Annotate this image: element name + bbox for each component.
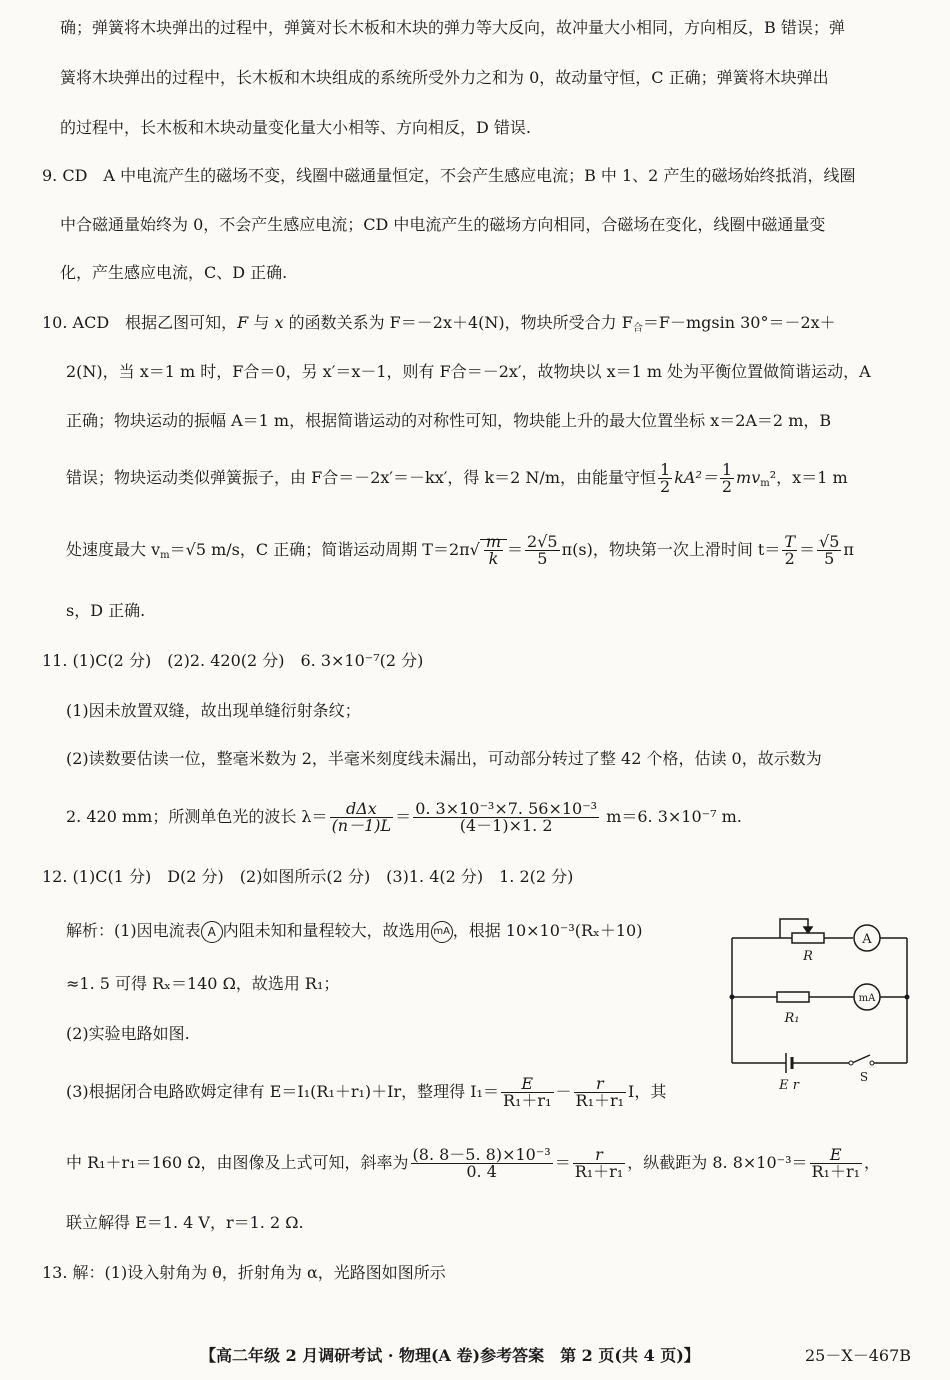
switch-contact-1 (849, 1061, 853, 1065)
q12-line-6: 中 R₁＋r₁＝160 Ω，由图像及上式可知，斜率为 $\frac{\text{(8. 8－5. 8)×10⁻³}}{0. 4}$ ＝ $\frac{r}{\text{R₁＋r₁}}$ ，纵截距为 8. 8×10⁻³＝ $\frac{E}{\text{R₁＋r₁}}$ ， (66, 1145, 881, 1181)
ammeter-icon: A (201, 921, 223, 943)
q12-line-4: (2)实验电路如图. (66, 1024, 190, 1043)
slider-arrow (804, 927, 812, 933)
switch-contact-2 (870, 1061, 874, 1065)
page-footer-code: 25－X－467B (805, 1346, 912, 1365)
junction-left (730, 995, 735, 1000)
battery-label: E r (779, 1078, 799, 1090)
q12-line-7: 联立解得 E＝1. 4 V，r＝1. 2 Ω. (66, 1213, 304, 1232)
q13-line-1: 13. 解：(1)设入射角为 θ，折射角为 α，光路图如图所示 (42, 1263, 446, 1282)
q9-line-1: 9. CD A 中电流产生的磁场不变，线圈中磁通量恒定，不会产生感应电流；B 中 1、2 产生的磁场始终抵消，线圈 (42, 166, 856, 185)
q12-line-2: 解析：(1)因电流表 A 内阻未知和量程较大，故选用 mA ，根据 10×10⁻³(Rₓ＋10) (66, 920, 642, 943)
rheostat-r (792, 933, 824, 943)
q12-line-5: (3)根据闭合电路欧姆定律有 E＝I₁(R₁＋r₁)＋Ir，整理得 I₁＝ $\frac{E}{\text{R₁＋r₁}}$ － $\frac{r}{\text{R₁＋r₁}}$ I，其 (66, 1074, 667, 1110)
milliammeter-label: mA (858, 993, 876, 1004)
q10-line-4: 错误；物块运动类似弹簧振子，由 F合＝－2x′＝－kx′，得 k＝2 N/m，由能量守恒 $\frac{1}{2}$ kA²＝ $\frac{1}{2}$ $mv_m^2$，x＝1 m (66, 460, 848, 496)
q8-line-1: 确；弹簧将木块弹出的过程中，弹簧对长木板和木块的弹力等大反向，故冲量大小相同，方向相反，B 错误；弹 (60, 18, 845, 37)
rheostat-slider (780, 919, 808, 938)
q12-line-3: ≈1. 5 可得 Rₓ＝140 Ω，故选用 R₁； (66, 974, 340, 993)
page-footer-title: 【高二年级 2 月调研考试 · 物理(A 卷)参考答案 第 2 页(共 4 页)】 (200, 1346, 700, 1365)
q11-line-1: 11. (1)C(2 分) (2)2. 420(2 分) 6. 3×10⁻⁷(2 分) (42, 651, 424, 670)
q11-line-4: 2. 420 mm；所测单色光的波长 λ＝ $\frac{\text{dΔx}}{(n-1)L}$ ＝ $\frac{\text{0. 3×10⁻³×7. 56×10⁻³}}{(4-1)\times 1. 2}$ m＝6. 3×10⁻⁷ m. (66, 799, 742, 835)
q10-line-2: 2(N)，当 x＝1 m 时，F合＝0，另 x′＝x－1，则有 F合＝－2x′，故物块以 x＝1 m 处为平衡位置做简谐运动，A (66, 362, 871, 381)
rheostat-label: R (803, 949, 813, 964)
q8-line-2: 簧将木块弹出的过程中，长木板和木块组成的系统所受外力之和为 0，故动量守恒，C 正确；弹簧将木块弹出 (60, 68, 829, 87)
q10-line-1: 10. ACD 根据乙图可知，F 与 x 的函数关系为 F＝－2x＋4(N)，物块所受合力 $F_合=F-mgsin$ 30°＝－2x＋ (42, 313, 836, 334)
milliammeter-icon: mA (431, 921, 453, 943)
q9-line-2: 中合磁通量始终为 0，不会产生感应电流；CD 中电流产生的磁场方向相同，合磁场在变化，线圈中磁通量变 (60, 215, 826, 234)
q10-line-3: 正确；物块运动的振幅 A＝1 m，根据简谐运动的对称性可知，物块能上升的最大位置坐标 x＝2A＝2 m，B (66, 411, 832, 430)
q11-line-2: (1)因未放置双缝，故出现单缝衍射条纹； (66, 701, 361, 720)
q8-line-3: 的过程中，长木板和木块动量变化量大小相等、方向相反，D 错误. (60, 118, 532, 137)
q10-line-5: 处速度最大 $v_m=√5$ m/s，C 正确；简谐运动周期 T＝2π√ $\frac{m}{k}$ ＝ $\frac{2√5}{5}$ π(s)，物块第一次上滑时间 t＝ $\frac{T}{2}$ ＝ $\frac{√5}{5}$ π (66, 532, 854, 568)
q11-line-3: (2)读数要估读一位，整毫米数为 2，半毫米刻度线未漏出，可动部分转过了整 42 个格，估读 0，故示数为 (66, 749, 822, 768)
r1-label: R₁ (784, 1011, 800, 1026)
q9-line-3: 化，产生感应电流，C、D 正确. (60, 263, 288, 282)
ammeter-label: A (862, 932, 872, 947)
switch-label: S (859, 1070, 869, 1084)
q12-line-1: 12. (1)C(1 分) D(2 分) (2)如图所示(2 分) (3)1. 4(2 分) 1. 2(2 分) (42, 867, 574, 886)
resistor-r1 (777, 992, 809, 1002)
switch-lever (852, 1055, 870, 1063)
q10-line-6: s，D 正确. (66, 601, 146, 620)
circuit-diagram (722, 905, 922, 1090)
junction-right (905, 995, 910, 1000)
